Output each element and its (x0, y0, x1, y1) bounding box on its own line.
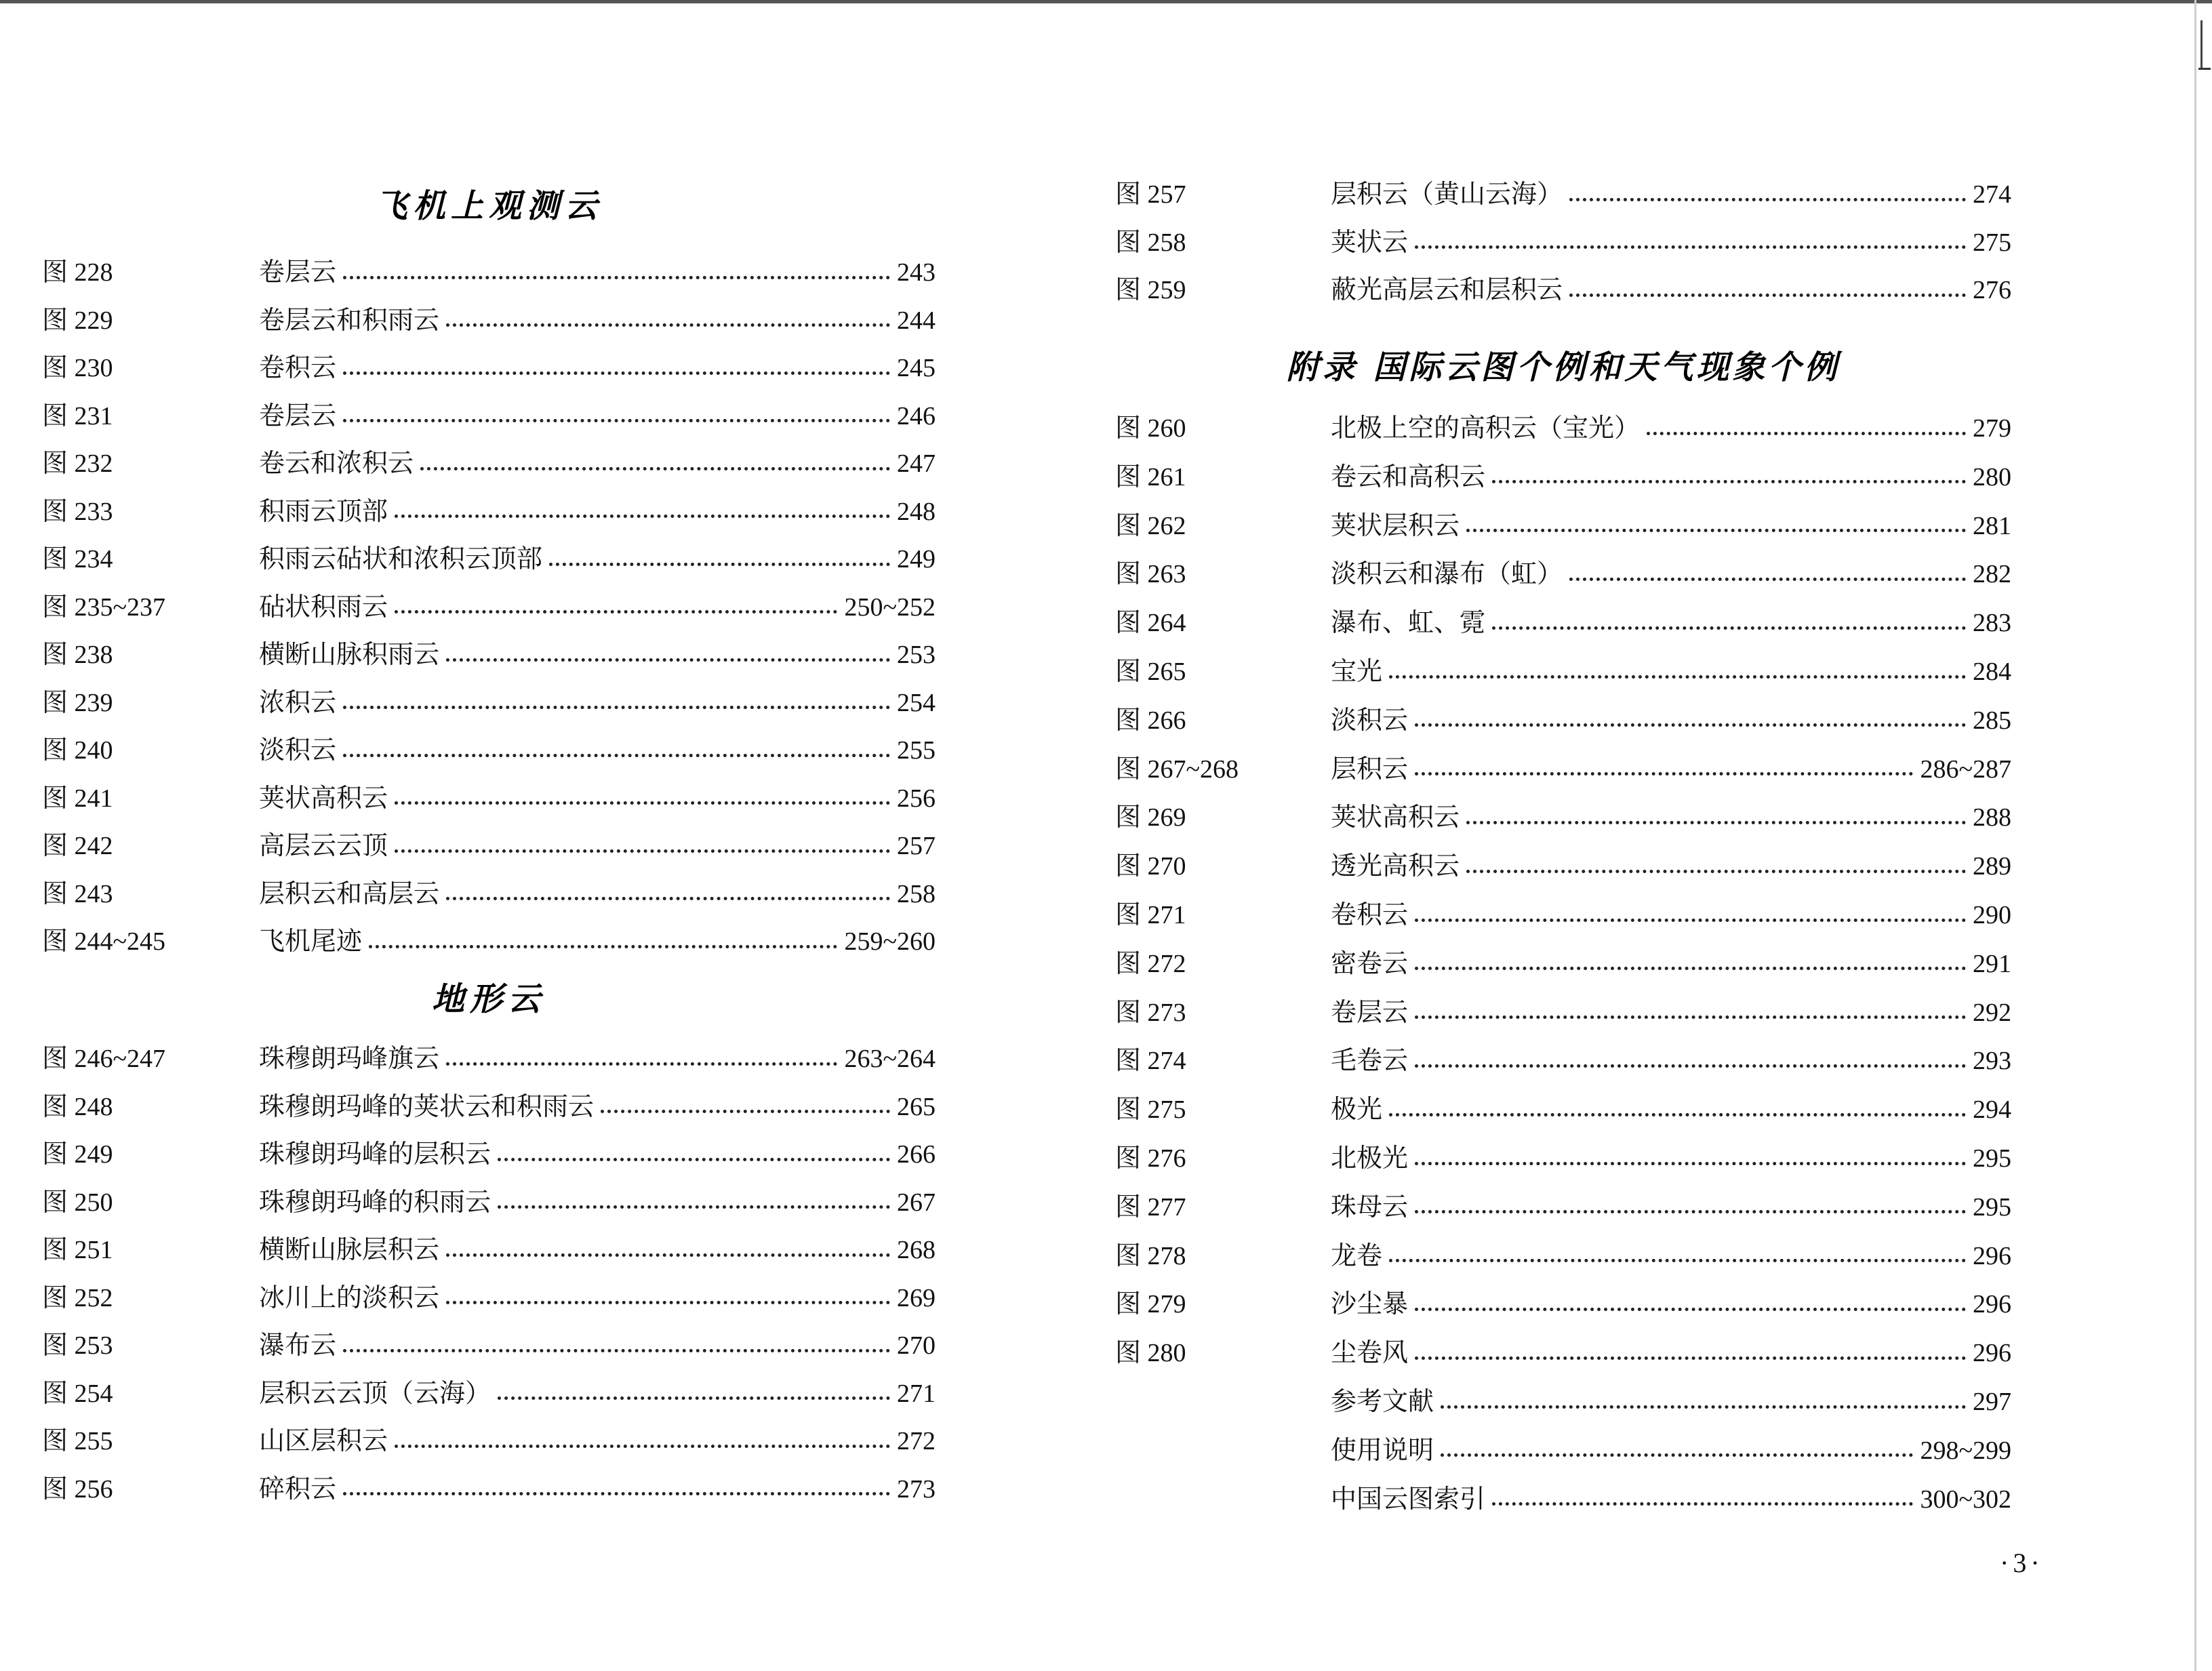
toc-entry (42, 1468, 936, 1511)
toc-entry (1115, 1088, 2011, 1131)
figure-number: 图 249 (42, 1140, 113, 1169)
page-ref: 263~264 (844, 1045, 936, 1073)
entry-title: 毛卷云 (1331, 1047, 1409, 1076)
page-ref: 296 (1973, 1241, 2011, 1270)
figure-number: 图 270 (1115, 852, 1186, 881)
figure-number: 图 248 (42, 1092, 113, 1121)
entry-title: 卷层云 (259, 401, 337, 430)
dot-leader (1389, 1259, 1966, 1262)
page-ref: 247 (897, 449, 936, 478)
toc-entry (1115, 942, 2011, 986)
dot-leader (1492, 1502, 1913, 1506)
figure-number: 图 258 (1115, 228, 1186, 257)
page-ref: 246 (897, 401, 936, 430)
toc-entry (42, 777, 936, 820)
entry-title: 沙尘暴 (1331, 1290, 1409, 1319)
dot-leader (395, 610, 837, 613)
page-ref: 292 (1973, 998, 2011, 1027)
page-ref: 253 (897, 641, 936, 669)
dot-leader (1569, 578, 1966, 581)
figure-number: 图 253 (42, 1331, 113, 1360)
dot-leader (395, 801, 890, 805)
entry-title: 珠穆朗玛峰的荚状云和积雨云 (259, 1092, 595, 1121)
page-ref: 245 (897, 354, 936, 382)
dot-leader (1647, 432, 1966, 435)
toc-entry (1115, 1331, 2011, 1375)
figure-number: 图 269 (1115, 803, 1186, 832)
entry-title: 荚状高积云 (259, 784, 388, 813)
toc-entry (42, 920, 936, 963)
dot-leader (1415, 723, 1966, 727)
dot-leader (343, 754, 890, 757)
dot-leader (1466, 870, 1966, 873)
figure-number: 图 257 (1115, 180, 1186, 209)
dot-leader (1569, 198, 1966, 201)
page-ref: 293 (1973, 1047, 2011, 1076)
entry-title: 卷积云 (1331, 901, 1409, 929)
page-ref: 254 (897, 688, 936, 717)
dot-leader (1415, 919, 1966, 922)
figure-number: 图 274 (1115, 1047, 1186, 1076)
page-ref: 257 (897, 832, 936, 860)
dot-leader (498, 1205, 890, 1209)
dot-leader (343, 276, 890, 279)
page-ref: 250~252 (844, 592, 936, 622)
page-ref: 288 (1973, 803, 2011, 832)
toc-entry (1115, 893, 2011, 937)
page-ref: 259~260 (844, 927, 936, 956)
dot-leader (1389, 1113, 1966, 1116)
page-ref: 243 (897, 258, 936, 287)
page-ref: 270 (897, 1331, 936, 1360)
figure-number: 图 255 (42, 1427, 113, 1455)
toc-entry (1115, 1478, 2011, 1521)
dot-leader (343, 419, 890, 422)
page-ref: 274 (1973, 180, 2011, 209)
entry-title: 淡积云和瀑布（虹） (1331, 560, 1563, 589)
page-ref: 258 (897, 879, 936, 908)
page-ref: 297 (1973, 1388, 2011, 1416)
figure-number: 图 276 (1115, 1144, 1186, 1173)
dot-leader (446, 1301, 890, 1304)
page-ref: 272 (897, 1427, 936, 1455)
toc-entry (1115, 1380, 2011, 1424)
entry-title: 飞机尾迹 (259, 927, 363, 956)
dot-leader (1492, 480, 1966, 483)
toc-entry (1115, 504, 2011, 548)
entry-title: 密卷云 (1331, 949, 1409, 978)
entry-title: 卷层云 (259, 258, 337, 287)
figure-number: 图 261 (1115, 462, 1186, 491)
dot-leader (343, 1349, 890, 1352)
toc-entry (42, 442, 936, 485)
entry-title: 卷层云和积雨云 (259, 306, 440, 335)
figure-number: 图 235~237 (42, 592, 166, 622)
dot-leader (395, 849, 890, 853)
entry-title: 层积云和高层云 (259, 879, 440, 908)
page-ref: 276 (1973, 276, 2011, 304)
page-ref: 266 (897, 1140, 936, 1169)
entry-title: 淡积云 (1331, 706, 1409, 735)
toc-entry (1115, 268, 2011, 312)
toc-entry (1115, 1186, 2011, 1229)
figure-number: 图 229 (42, 306, 113, 335)
figure-number: 图 279 (1115, 1290, 1186, 1319)
dot-leader (446, 897, 890, 900)
entry-title: 积雨云顶部 (259, 497, 388, 526)
figure-number: 图 232 (42, 449, 113, 478)
entry-title: 荚状云 (1331, 228, 1409, 257)
toc-entry (1115, 1429, 2011, 1472)
figure-number: 图 241 (42, 784, 113, 813)
page-ref: 279 (1973, 414, 2011, 443)
page-ref: 249 (897, 545, 936, 573)
dot-leader (395, 1445, 890, 1448)
entry-title: 中国云图索引 (1331, 1485, 1486, 1514)
figure-number: 图 252 (42, 1283, 113, 1312)
page-ref: 255 (897, 736, 936, 765)
figure-number: 图 234 (42, 545, 113, 573)
figure-number: 图 271 (1115, 901, 1186, 929)
entry-title: 珠穆朗玛峰的积雨云 (259, 1188, 491, 1217)
toc-entry (42, 1276, 936, 1320)
scan-top-border (0, 0, 2212, 3)
figure-number: 图 231 (42, 401, 113, 430)
page-ref: 265 (897, 1092, 936, 1121)
toc-entry (1115, 173, 2011, 216)
page-ref: 295 (1973, 1144, 2011, 1173)
entry-title: 极光 (1331, 1095, 1383, 1125)
dot-leader (395, 515, 890, 518)
figure-number: 图 259 (1115, 276, 1186, 304)
dot-leader (1415, 1015, 1966, 1019)
figure-number: 图 228 (42, 258, 113, 287)
toc-entry (42, 395, 936, 438)
toc-entry (1115, 699, 2011, 742)
dot-leader (1415, 1356, 1966, 1360)
figure-number: 图 273 (1115, 998, 1186, 1027)
dot-leader (1389, 675, 1966, 679)
toc-entry (42, 1372, 936, 1415)
toc-entry (1115, 748, 2011, 791)
dot-leader (1415, 772, 1913, 776)
toc-entry (42, 729, 936, 772)
toc-entry (1115, 1039, 2011, 1083)
entry-title: 冰川上的淡积云 (259, 1283, 440, 1312)
page-ref: 256 (897, 784, 936, 813)
figure-number: 图 233 (42, 497, 113, 526)
toc-entry (42, 824, 936, 868)
dot-leader (1415, 1064, 1966, 1068)
toc-entry (1115, 552, 2011, 596)
entry-title: 淡积云 (259, 736, 337, 765)
dot-leader (420, 467, 890, 470)
entry-title: 砧状积雨云 (259, 592, 388, 622)
entry-title: 龙卷 (1331, 1241, 1383, 1270)
page-ref: 296 (1973, 1339, 2011, 1368)
dot-leader (446, 658, 890, 662)
dot-leader (446, 1253, 890, 1257)
entry-title: 高层云云顶 (259, 832, 388, 860)
dot-leader (498, 1158, 890, 1161)
toc-entry (1115, 407, 2011, 450)
toc-entry (1115, 845, 2011, 888)
section-heading-terrain-clouds: 地形云 (431, 980, 546, 1018)
toc-entry (42, 1133, 936, 1176)
toc-entry (42, 1420, 936, 1463)
figure-number: 图 256 (42, 1474, 113, 1504)
toc-entry (42, 1324, 936, 1367)
entry-title: 珠穆朗玛峰旗云 (259, 1045, 440, 1073)
entry-title: 尘卷风 (1331, 1339, 1409, 1368)
toc-entry (1115, 221, 2011, 264)
page-ref: 289 (1973, 852, 2011, 881)
figure-number: 图 251 (42, 1236, 113, 1264)
entry-title: 宝光 (1331, 658, 1383, 686)
figure-number: 图 266 (1115, 706, 1186, 735)
dot-leader (446, 1062, 837, 1066)
entry-title: 层积云云顶（云海） (259, 1379, 491, 1408)
toc-entry (42, 1228, 936, 1272)
page-ref: 298~299 (1920, 1436, 2011, 1465)
dot-leader (343, 1492, 890, 1495)
figure-number: 图 246~247 (42, 1045, 166, 1073)
toc-entry (42, 251, 936, 294)
toc-entry (42, 872, 936, 916)
entry-title: 使用说明 (1331, 1436, 1434, 1465)
page-ref: 244 (897, 306, 936, 335)
figure-number: 图 277 (1115, 1192, 1186, 1222)
entry-title: 荚状层积云 (1331, 511, 1460, 540)
figure-number: 图 265 (1115, 658, 1186, 686)
toc-entry (1115, 456, 2011, 499)
toc-entry (42, 633, 936, 677)
entry-title: 珠母云 (1331, 1192, 1409, 1222)
toc-entry (42, 299, 936, 342)
page-ref: 296 (1973, 1290, 2011, 1319)
entry-title: 卷层云 (1331, 998, 1409, 1027)
entry-title: 浓积云 (259, 688, 337, 717)
page-ref: 285 (1973, 706, 2011, 735)
figure-number: 图 242 (42, 832, 113, 860)
entry-title: 北极光 (1331, 1144, 1409, 1173)
entry-title: 碎积云 (259, 1474, 337, 1504)
page-ref: 248 (897, 497, 936, 526)
toc-entry (42, 1181, 936, 1224)
toc-entry (1115, 1283, 2011, 1326)
toc-entry (1115, 796, 2011, 839)
entry-title: 积雨云砧状和浓积云顶部 (259, 545, 543, 573)
dot-leader (1466, 821, 1966, 824)
page-ref: 280 (1973, 462, 2011, 491)
page-ref: 271 (897, 1379, 936, 1408)
entry-title: 卷云和高积云 (1331, 462, 1486, 491)
page-number: ·3· (2000, 1548, 2044, 1578)
dot-leader (498, 1396, 890, 1400)
page-ref: 284 (1973, 658, 2011, 686)
page-ref: 283 (1973, 609, 2011, 638)
entry-title: 珠穆朗玛峰的层积云 (259, 1140, 491, 1169)
dot-leader (1569, 294, 1966, 297)
toc-entry (1115, 1137, 2011, 1180)
dot-leader (446, 323, 890, 327)
entry-title: 蔽光高层云和层积云 (1331, 276, 1563, 304)
toc-entry (42, 490, 936, 533)
figure-number: 图 262 (1115, 511, 1186, 540)
toc-entry (1115, 601, 2011, 645)
toc-entry (42, 586, 936, 629)
toc-entry (1115, 991, 2011, 1034)
page-ref: 281 (1973, 511, 2011, 540)
dot-leader (549, 563, 890, 566)
entry-title: 北极上空的高积云（宝光） (1331, 414, 1641, 443)
edge-mark (2200, 20, 2203, 68)
figure-number: 图 239 (42, 688, 113, 717)
section-heading-appendix: 附录 国际云图个例和天气现象个例 (1286, 348, 1841, 386)
toc-entry (42, 681, 936, 725)
page-ref: 275 (1973, 228, 2011, 257)
entry-title: 荚状高积云 (1331, 803, 1460, 832)
toc-entry (1115, 650, 2011, 693)
figure-number: 图 278 (1115, 1241, 1186, 1270)
dot-leader (343, 706, 890, 709)
toc-entry (42, 346, 936, 390)
entry-title: 横断山脉层积云 (259, 1236, 440, 1264)
entry-title: 山区层积云 (259, 1427, 388, 1455)
toc-entry (42, 1037, 936, 1081)
dot-leader (1415, 245, 1966, 249)
dot-leader (1415, 1308, 1966, 1311)
page-ref: 286~287 (1920, 754, 2011, 784)
page-ref: 290 (1973, 901, 2011, 929)
figure-number: 图 280 (1115, 1339, 1186, 1368)
figure-number: 图 238 (42, 641, 113, 669)
edge-tick (2198, 68, 2211, 70)
figure-number: 图 250 (42, 1188, 113, 1217)
entry-title: 层积云（黄山云海） (1331, 180, 1563, 209)
entry-title: 横断山脉积雨云 (259, 641, 440, 669)
dot-leader (1466, 529, 1966, 532)
figure-number: 图 272 (1115, 949, 1186, 978)
dot-leader (343, 371, 890, 375)
dot-leader (369, 945, 837, 948)
toc-entry (42, 1085, 936, 1129)
entry-title: 层积云 (1331, 754, 1409, 784)
page-ref: 267 (897, 1188, 936, 1217)
page-ref: 282 (1973, 560, 2011, 589)
entry-title: 参考文献 (1331, 1388, 1434, 1416)
entry-title: 卷云和浓积云 (259, 449, 414, 478)
dot-leader (1415, 1210, 1966, 1213)
page-ref: 300~302 (1920, 1485, 2011, 1514)
figure-number: 图 240 (42, 736, 113, 765)
page-ref: 273 (897, 1474, 936, 1504)
figure-number: 图 230 (42, 354, 113, 382)
figure-number: 图 260 (1115, 414, 1186, 443)
figure-number: 图 263 (1115, 560, 1186, 589)
entry-title: 瀑布云 (259, 1331, 337, 1360)
entry-title: 卷积云 (259, 354, 337, 382)
entry-title: 瀑布、虹、霓 (1331, 609, 1486, 638)
figure-number: 图 264 (1115, 609, 1186, 638)
page-ref: 295 (1973, 1192, 2011, 1222)
toc-entry (1115, 1234, 2011, 1278)
dot-leader (1415, 967, 1966, 970)
dot-leader (1492, 626, 1966, 630)
figure-number: 图 275 (1115, 1095, 1186, 1125)
page-ref: 269 (897, 1283, 936, 1312)
dot-leader (1415, 1162, 1966, 1165)
dot-leader (1441, 1405, 1966, 1409)
figure-number: 图 243 (42, 879, 113, 908)
dot-leader (601, 1110, 890, 1113)
dot-leader (1441, 1453, 1913, 1457)
page-ref: 291 (1973, 949, 2011, 978)
page-ref: 268 (897, 1236, 936, 1264)
section-heading-aircraft-clouds: 飞机上观测云 (374, 187, 603, 225)
figure-number: 图 254 (42, 1379, 113, 1408)
entry-title: 透光高积云 (1331, 852, 1460, 881)
figure-number: 图 267~268 (1115, 754, 1239, 784)
figure-number: 图 244~245 (42, 927, 166, 956)
page-ref: 294 (1973, 1095, 2011, 1125)
toc-entry (42, 538, 936, 581)
page-edge-shadow (2194, 0, 2196, 1671)
